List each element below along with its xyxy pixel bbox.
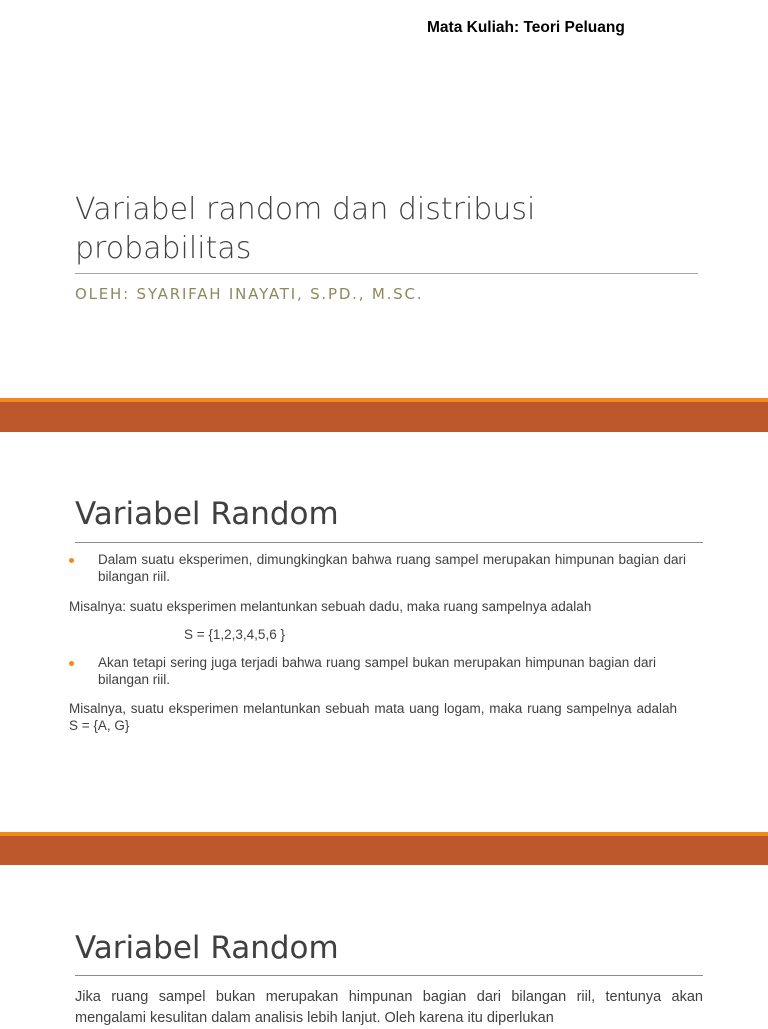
slide-variabel-random-1 xyxy=(0,432,768,832)
slide-separator-band xyxy=(0,398,768,432)
title-divider xyxy=(75,273,698,274)
bullet-marker xyxy=(69,661,74,666)
slide-title xyxy=(0,0,768,398)
example-text-1: Misalnya: suatu eksperimen melantunkan sebuah dadu, maka ruang sampelnya adalah xyxy=(69,599,592,614)
author-subtitle: OLEH: SYARIFAH INAYATI, S.PD., M.SC. xyxy=(75,285,424,303)
slide-heading: Variabel Random xyxy=(75,496,339,532)
bullet-text-2: Akan tetapi sering juga terjadi bahwa ruang sampel bukan merupakan himpunan bagian dari bilangan riil. xyxy=(98,655,656,687)
example-text-2: Misalnya, suatu eksperimen melantunkan sebuah mata uang logam, maka ruang sampelnya adalah S = {A, G} xyxy=(69,701,677,733)
course-label: Mata Kuliah: Teori Peluang xyxy=(427,19,625,36)
bullet-text-1: Dalam suatu eksperimen, dimungkingkan bahwa ruang sampel merupakan himpunan bagian dari bilangan riil. xyxy=(98,552,686,584)
body-paragraph: Jika ruang sampel bukan merupakan himpunan bagian dari bilangan riil, tentunya akan mengalami kesulitan dalam analisis lebih lanjut. Oleh karena itu diperlukan xyxy=(75,989,703,1026)
sample-space-set: S = {1,2,3,4,5,6 } xyxy=(184,627,285,642)
slide-heading: Variabel Random xyxy=(75,930,339,966)
heading-divider xyxy=(75,975,703,976)
slide-variabel-random-2 xyxy=(0,865,768,1024)
heading-divider xyxy=(75,542,703,543)
slide-title-heading: Variabel random dan distribusi probabilitas xyxy=(75,192,536,266)
bullet-marker xyxy=(69,558,74,563)
slide-separator-band xyxy=(0,832,768,865)
